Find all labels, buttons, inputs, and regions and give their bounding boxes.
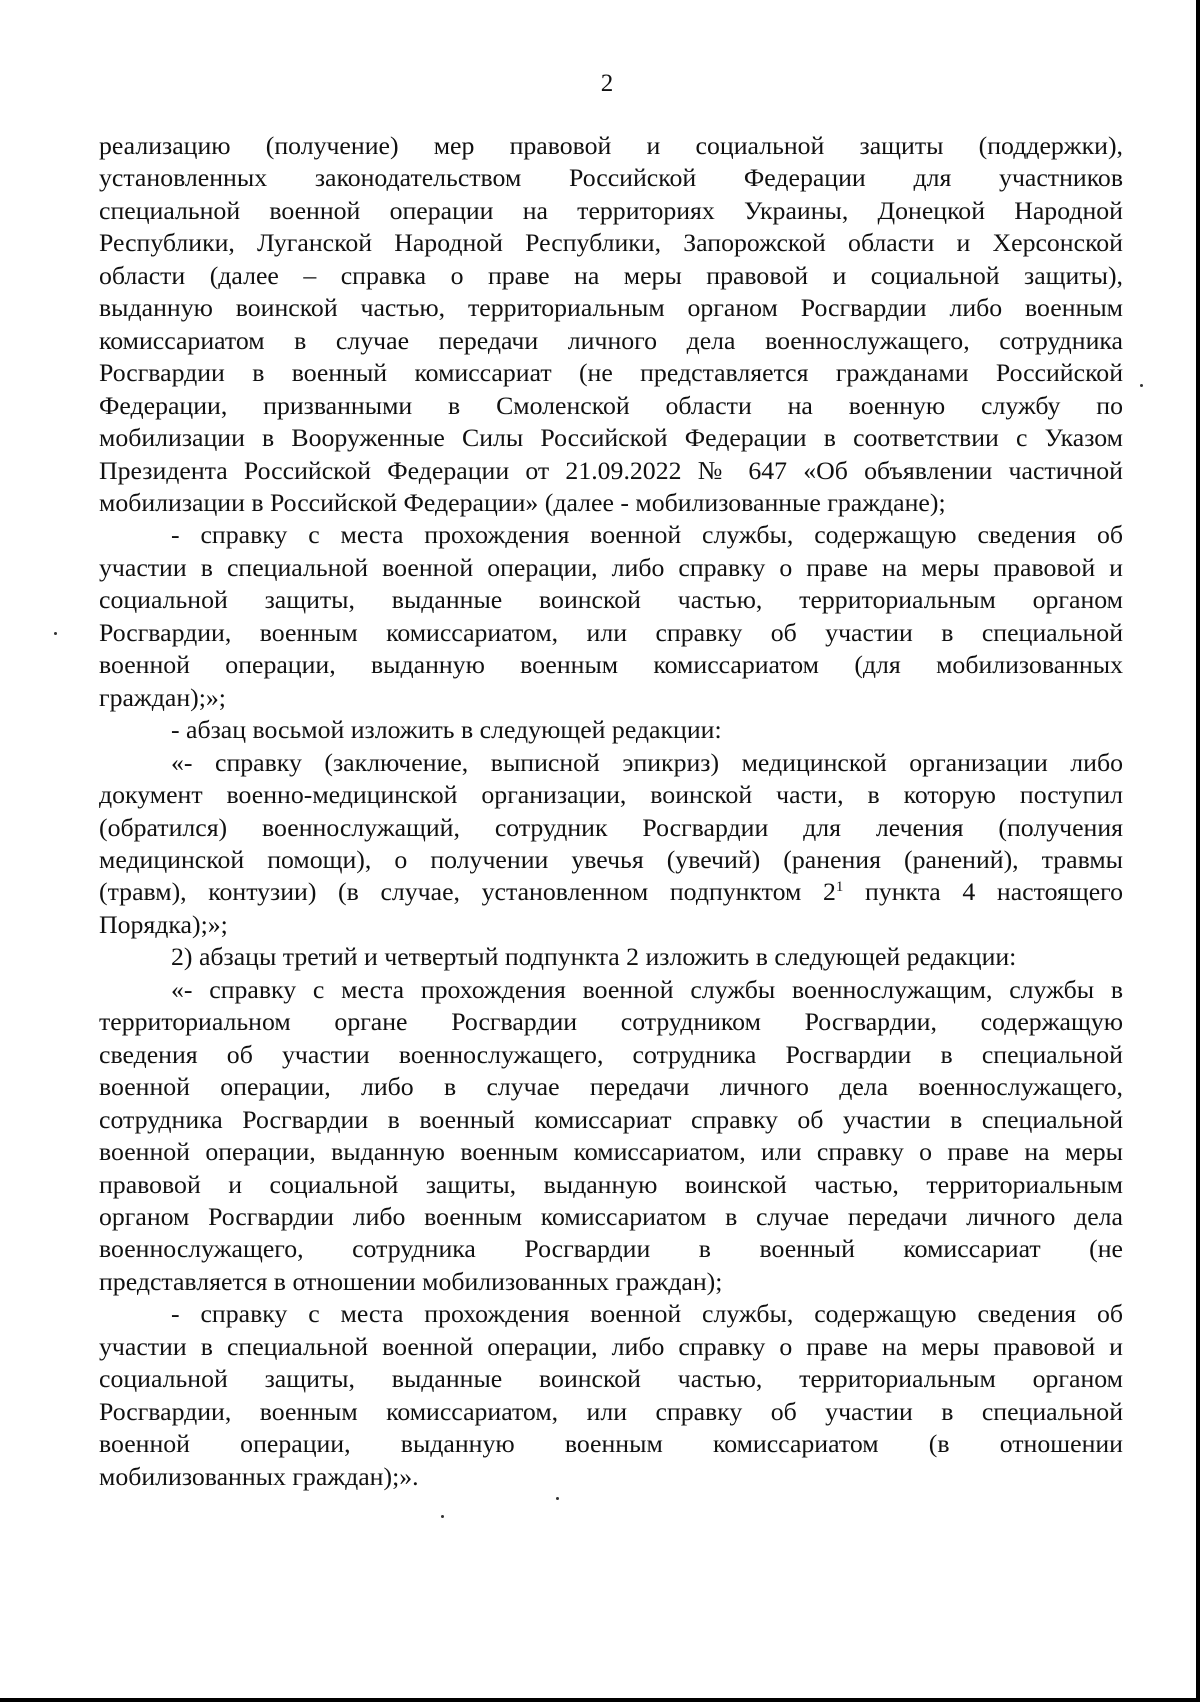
text-line: мобилизации в Вооруженные Силы Российской Федерации в соответствии с Указом <box>99 423 1123 453</box>
text-line: сведения об участии военнослужащего, сотрудника Росгвардии в специальной <box>99 1039 1123 1069</box>
text-line: территориальном органе Росгвардии сотрудником Росгвардии, содержащую <box>99 1007 1123 1037</box>
text-line: Республики, Луганской Народной Республики, Запорожской области и Херсонской <box>99 228 1123 258</box>
scan-bottom-edge <box>0 1698 1200 1702</box>
paragraph-5 <box>99 941 1123 973</box>
text-line: Президента Российской Федерации от 21.09.2022 № 647 «Об объявлении частичной <box>99 455 1123 485</box>
text-line: Порядка);»; <box>99 909 228 939</box>
text-line: медицинской помощи), о получении увечья (увечий) (ранения (ранений), травмы <box>99 844 1123 874</box>
text-line: социальной защиты, выданные воинской частью, территориальным органом <box>99 1364 1123 1394</box>
text-line: военной операции, либо в случае передачи личного дела военнослужащего, <box>99 1072 1123 1102</box>
text-line: Федерации, призванными в Смоленской области на военную службу по <box>99 390 1123 420</box>
text-line: военной операции, выданную военным комиссариатом (для мобилизованных <box>99 650 1123 680</box>
page-number: 2 <box>600 70 614 97</box>
text-line: сотрудника Росгвардии в военный комиссариат справку об участии в специальной <box>99 1104 1123 1134</box>
paragraph-7 <box>99 1298 1123 1493</box>
text-line: мобилизованных граждан);». <box>99 1461 419 1491</box>
superscript: 1 <box>835 879 844 896</box>
text-line: - справку с места прохождения военной службы, содержащую сведения об <box>171 520 1123 550</box>
text-line: - абзац восьмой изложить в следующей редакции: <box>171 715 722 745</box>
text-line: военнослужащего, сотрудника Росгвардии в военный комиссариат (не <box>99 1234 1123 1264</box>
text-line: установленных законодательством Российской Федерации для участников <box>99 163 1123 193</box>
paragraph-3 <box>99 714 1123 746</box>
text-line: Росгвардии в военный комиссариат (не представляется гражданами Российской <box>99 358 1123 388</box>
text-line: правовой и социальной защиты, выданную воинской частью, территориальным <box>99 1169 1123 1199</box>
scan-speck <box>556 1497 559 1500</box>
text-line: Росгвардии, военным комиссариатом, или справку об участии в специальной <box>99 617 1123 647</box>
paragraph-2 <box>99 519 1123 714</box>
text-line: граждан);»; <box>99 682 226 712</box>
paragraph-1 <box>99 130 1123 519</box>
scan-speck <box>441 1515 444 1518</box>
text-line: реализацию (получение) мер правовой и социальной защиты (поддержки), <box>99 131 1123 160</box>
text-line: «- справку с места прохождения военной службы военнослужащим, службы в <box>171 974 1123 1004</box>
text-line: военной операции, выданную военным комиссариатом (в отношении <box>99 1429 1123 1459</box>
text-line: участии в специальной военной операции, либо справку о праве на меры правовой и <box>99 552 1123 582</box>
scan-right-edge <box>1196 0 1200 1702</box>
paragraph-6 <box>99 974 1123 1299</box>
text-line: специальной военной операции на территориях Украины, Донецкой Народной <box>99 195 1123 225</box>
text-line: социальной защиты, выданные воинской частью, территориальным органом <box>99 585 1123 615</box>
text-line: области (далее – справка о праве на меры правовой и социальной защиты), <box>99 260 1123 290</box>
text-line: 2) абзацы третий и четвертый подпункта 2 изложить в следующей редакции: <box>171 942 1017 972</box>
text-line: комиссариатом в случае передачи личного дела военнослужащего, сотрудника <box>99 325 1123 355</box>
text-line: представляется в отношении мобилизованных граждан); <box>99 1266 723 1296</box>
text-line: мобилизации в Российской Федерации» (далее - мобилизованные граждане); <box>99 487 946 517</box>
text-line: «- справку (заключение, выписной эпикриз) медицинской организации либо <box>171 747 1123 777</box>
text-line: органом Росгвардии либо военным комиссариатом в случае передачи личного дела <box>99 1201 1123 1231</box>
text-line <box>99 876 1123 908</box>
text-line: (обратился) военнослужащий, сотрудник Росгвардии для лечения (получения <box>99 812 1123 842</box>
text-line-part: пункта 4 настоящего <box>843 877 1123 907</box>
text-line: участии в специальной военной операции, либо справку о праве на меры правовой и <box>99 1331 1123 1361</box>
text-line: - справку с места прохождения военной службы, содержащую сведения об <box>171 1299 1123 1329</box>
paragraph-4 <box>99 747 1123 942</box>
scan-speck <box>1140 384 1143 387</box>
text-line: документ военно-медицинской организации, воинской части, в которую поступил <box>99 780 1123 810</box>
text-line: Росгвардии, военным комиссариатом, или справку об участии в специальной <box>99 1396 1123 1426</box>
text-line: военной операции, выданную военным комиссариатом, или справку о праве на меры <box>99 1137 1123 1167</box>
text-line: выданную воинской частью, территориальным органом Росгвардии либо военным <box>99 293 1123 323</box>
document-body <box>99 130 1123 1493</box>
text-line-part: (травм), контузии) (в случае, установленном подпунктом 2 <box>99 877 836 907</box>
scan-speck <box>54 632 57 635</box>
